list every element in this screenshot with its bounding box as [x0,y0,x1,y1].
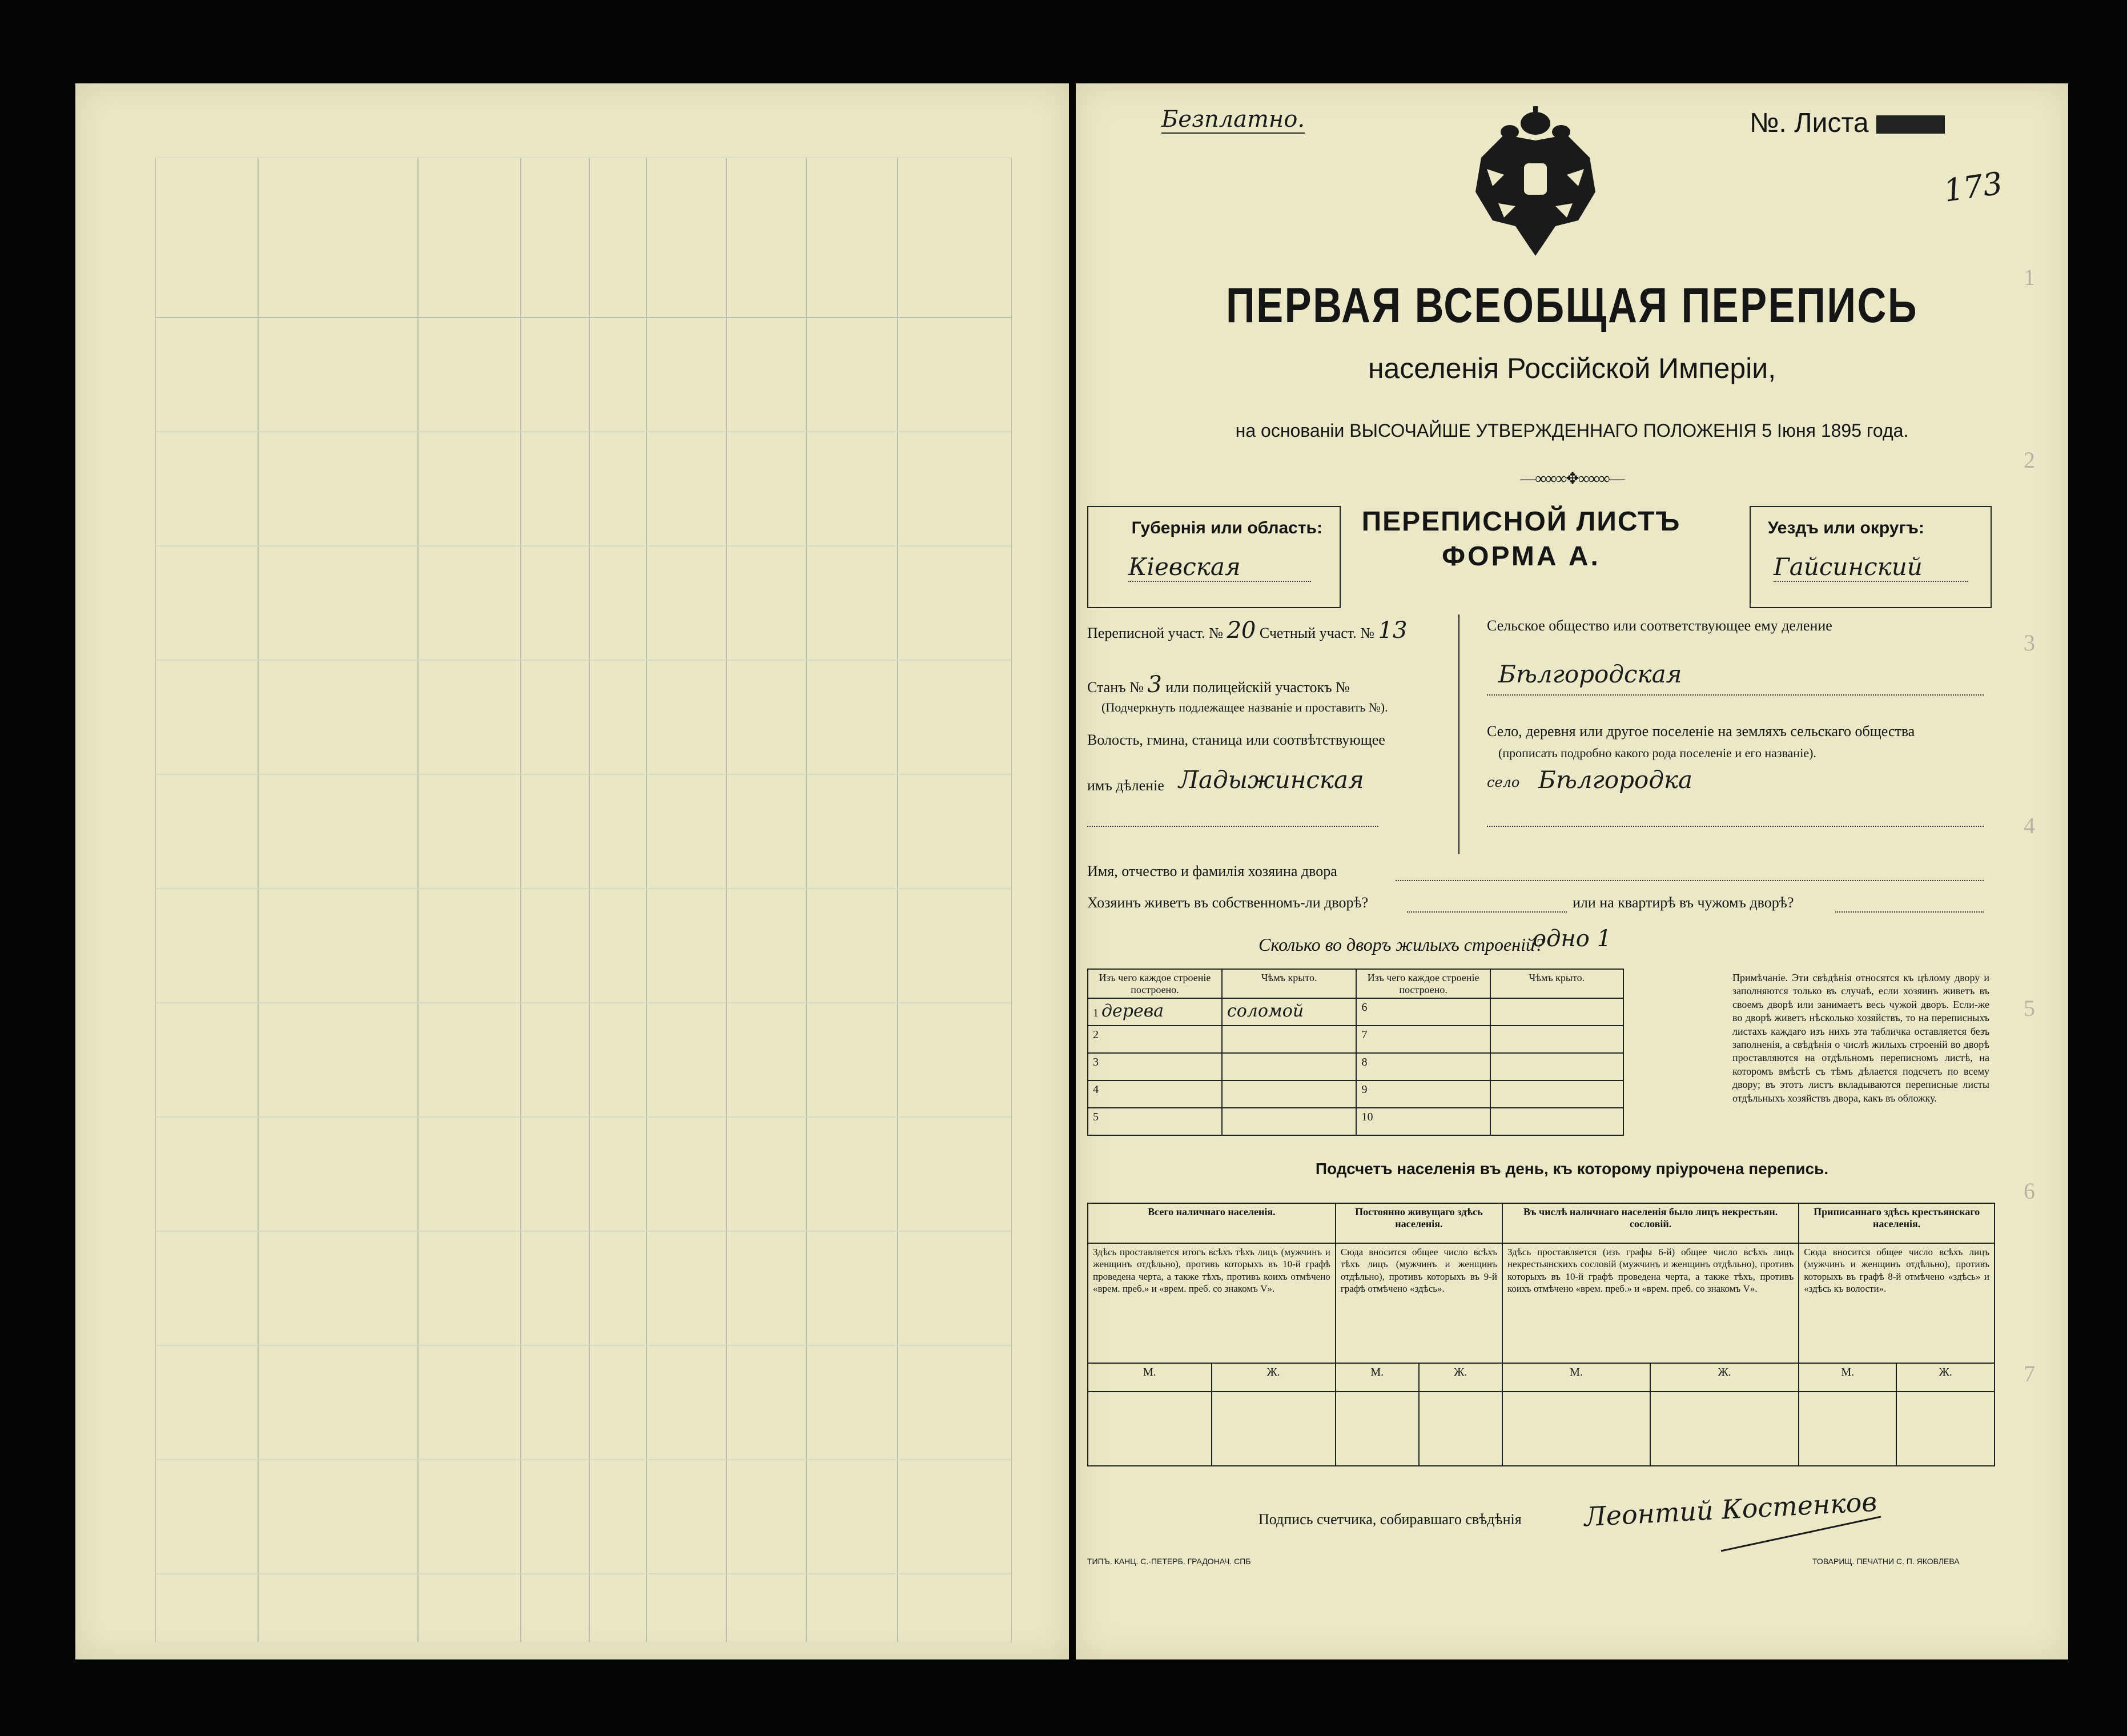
vertical-divider [1458,614,1459,854]
village-prefix: село [1487,774,1520,790]
society-value: Бѣлгородская [1498,660,1682,688]
bt-row-5-roof [1222,1108,1357,1135]
ct-value-cell [1419,1392,1502,1466]
bt-row-10-material: 10 [1356,1108,1490,1135]
ct-desc-3: Здѣсь проставляется (изъ графы 6-й) общее число всѣхъ лицъ некрестьянскихъ сословій (мужчинъ и женщинъ отдѣльно), противъ которыхъ въ 10-й графѣ проведена черта, а также тѣхъ, противъ коихъ отмѣчено «врем. преб.» и «врем. преб. со знакомъ V». [1502,1243,1799,1363]
ct-header-3: Въ числѣ наличнаго населенія было лицъ некрестьян. сословій. [1502,1203,1799,1243]
sheet-no-value: 173 [1941,165,2005,209]
ct-desc-2: Сюда вносится общее число всѣхъ тѣхъ лицъ (мужчинъ и женщинъ отдѣльно), противъ которыхъ въ 9-й графѣ отмѣчено «здѣсь». [1336,1243,1502,1363]
right-edge-bleed-numbers: 1 2 3 4 5 6 7 [2024,264,2035,1387]
bt-row-10-roof [1490,1108,1623,1135]
form-title [1344,506,1698,572]
printer-right: ТОВАРИЩ. ПЕЧАТНИ С. П. ЯКОВЛЕВА [1812,1557,1960,1566]
uezd-label: Уездъ или округъ: [1768,519,1924,537]
ct-m-4: М. [1799,1363,1896,1392]
owner-rent-label: или на квартирѣ въ чужомъ дворѣ? [1573,894,1794,911]
title-main: ПЕРВАЯ ВСЕОБЩАЯ ПЕРЕПИСЬ [1225,278,1919,333]
ct-value-cell [1896,1392,1995,1466]
ct-desc-4: Сюда вносится общее число всѣхъ лицъ (мужчинъ и женщинъ отдѣльно), противъ которыхъ въ графѣ 8-й отмѣчено «здѣсь» и «здѣсь къ волости». [1799,1243,1995,1363]
owner-name-blank [1396,880,1984,881]
ct-f-4: Ж. [1896,1363,1995,1392]
stan-value: 3 [1147,672,1162,698]
title-sub: населенія Россійской Имперіи, [1368,352,1776,384]
volost-value: Ладыжинская [1179,766,1364,794]
bt-row-1-material: 1 дерева [1088,998,1222,1026]
counting-district-value: 13 [1378,617,1408,644]
signature-label: Подпись счетчика, собиравшаго свѣдѣнія [1258,1511,1522,1528]
stan-row [1087,672,1350,698]
guberniya-label: Губернія или область: [1131,519,1322,537]
sheet-no-label: №. Листа [1750,107,1945,139]
bt-row-6-roof [1490,998,1623,1026]
volost-label-2: имъ дѣленіе [1087,777,1164,794]
bt-row-9-material: 9 [1356,1080,1490,1108]
count-title: Подсчетъ населенія въ день, къ которому пріурочена перепись. [1315,1160,1829,1178]
bt-row-7-material: 7 [1356,1026,1490,1053]
ct-value-cell [1650,1392,1799,1466]
stan-label: Станъ № [1087,679,1144,696]
signature-value: Леонтий Костенков [1583,1486,1878,1533]
ct-header-2: Постоянно живущаго здѣсь населенія. [1336,1203,1502,1243]
form-title-line-1: ПЕРЕПИСНОЙ ЛИСТЪ [1361,507,1681,537]
printer-left: ТИПЪ. КАНЦ. С.-ПЕТЕРБ. ГРАДОНАЧ. СПБ [1087,1557,1251,1566]
signature-flourish [1715,1511,1887,1557]
bt-col-material-2: Изъ чего каждое строеніе построено. [1356,969,1490,998]
uezd-value: Гайсинский [1774,553,1968,582]
society-label: Сельское общество или соответствующее ему деление [1487,617,1832,634]
census-district-value: 20 [1227,617,1256,644]
left-page-bleed-grid [155,158,1012,1642]
society-blank-line [1487,694,1984,696]
police-label: или полицейскій участокъ № [1165,679,1350,696]
ct-header-4: Приписаннаго здѣсь крестьянскаго населенія. [1799,1203,1995,1243]
left-page [75,83,1069,1659]
village-value: Бѣлгородка [1538,766,1693,794]
owner-lives-blank [1407,911,1567,913]
police-note: (Подчеркнуть подлежащее названіе и проставить №). [1101,700,1388,714]
bt-row-5-material: 5 [1088,1108,1222,1135]
ct-m-2: М. [1336,1363,1419,1392]
note-text: Примѣчаніе. Эти свѣдѣнія относятся къ цѣлому двору и заполняются только въ случаѣ, если хозяинъ живетъ въ своемъ дворѣ или занимаетъ весь чужой дворъ. Если-же во дворѣ живетъ нѣсколько хозяйствъ, то на переписныхъ листахъ каждаго изъ нихъ эта табличка оставляется безъ заполненія, а свѣдѣнія о числѣ жилыхъ строеній во дворѣ проставляются на отдѣльномъ переписномъ листѣ, на которомъ вмѣстѣ съ тѣмъ дѣлается подсчетъ по всему двору; въ этотъ листъ вкладываются переписные листы отдѣльныхъ хозяйствъ двора, какъ въ обложку. [1732,972,1989,1104]
bt-col-material-1: Изъ чего каждое строеніе построено. [1088,969,1222,998]
census-district-row [1087,617,1407,644]
ct-m-3: М. [1502,1363,1650,1392]
bt-row-6-material: 6 [1356,998,1490,1026]
owner-lives-label: Хозяинъ живетъ въ собственномъ-ли дворѣ? [1087,894,1369,911]
owner-name-label: Имя, отчество и фамилія хозяина двора [1087,863,1337,879]
ct-f-2: Ж. [1419,1363,1502,1392]
census-district-label: Переписной участ. № [1087,625,1223,641]
bt-row-4-roof [1222,1080,1357,1108]
imperial-eagle-emblem [1470,106,1601,260]
right-page [1076,83,2068,1659]
volost-label-1: Волость, гмина, станица или соотвѣтствующее [1087,732,1385,748]
counting-district-label: Счетный участ. № [1259,625,1374,641]
village-label: Село, деревня или другое поселеніе на земляхъ сельскаго общества [1487,723,1915,740]
uezd-box [1750,506,1992,608]
ct-value-cell [1502,1392,1650,1466]
owner-rent-blank [1835,911,1984,913]
form-title-line-2: ФОРМА А. [1442,541,1601,572]
free-label: Безплатно. [1161,106,1305,132]
buildings-label: Сколько во дворъ жилыхъ строеній? [1258,934,1544,955]
count-table [1087,1203,1995,1466]
ct-value-cell [1336,1392,1419,1466]
bt-row-8-roof [1490,1053,1623,1080]
bt-row-4-material: 4 [1088,1080,1222,1108]
village-note: (прописать подробно какого рода поселеніе и его названіе). [1498,746,1816,760]
bt-row-2-roof [1222,1026,1357,1053]
bt-row-9-roof [1490,1080,1623,1108]
bt-row-1-roof: соломой [1222,998,1357,1026]
ct-value-cell [1799,1392,1896,1466]
bt-row-8-material: 8 [1356,1053,1490,1080]
sheet-no-redaction [1876,115,1945,134]
buildings-table [1087,969,1624,1136]
bt-col-roof-1: Чѣмъ крыто. [1222,969,1357,998]
bt-row-7-roof [1490,1026,1623,1053]
ct-m-1: М. [1088,1363,1212,1392]
bt-row-3-roof [1222,1053,1357,1080]
ct-desc-1: Здѣсь проставляется итогъ всѣхъ тѣхъ лицъ (мужчинъ и женщинъ отдѣльно), противъ которыхъ въ 10-й графѣ проведена черта, а также тѣхъ, противъ коихъ отмѣчено «врем. преб.» и «врем. преб. со знакомъ V». [1088,1243,1336,1363]
guberniya-box [1087,506,1341,608]
ct-f-1: Ж. [1212,1363,1336,1392]
bt-col-roof-2: Чѣмъ крыто. [1490,969,1623,998]
basis-line: на основаніи ВЫСОЧАЙШЕ УТВЕРЖДЕННАГО ПОЛОЖЕНІЯ 5 Іюня 1895 года. [1235,420,1909,441]
ct-value-cell [1212,1392,1336,1466]
bt-row-3-material: 3 [1088,1053,1222,1080]
village-blank-line [1487,826,1984,827]
ct-header-1: Всего наличнаго населенія. [1088,1203,1336,1243]
ct-value-cell [1088,1392,1212,1466]
buildings-value: одно 1 [1533,926,1612,952]
volost-blank-line [1087,826,1378,827]
ornament-divider: —∞∞∞✥∞∞∞— [1520,470,1624,488]
ct-f-3: Ж. [1650,1363,1799,1392]
guberniya-value: Кіевская [1128,553,1311,582]
bt-row-2-material: 2 [1088,1026,1222,1053]
